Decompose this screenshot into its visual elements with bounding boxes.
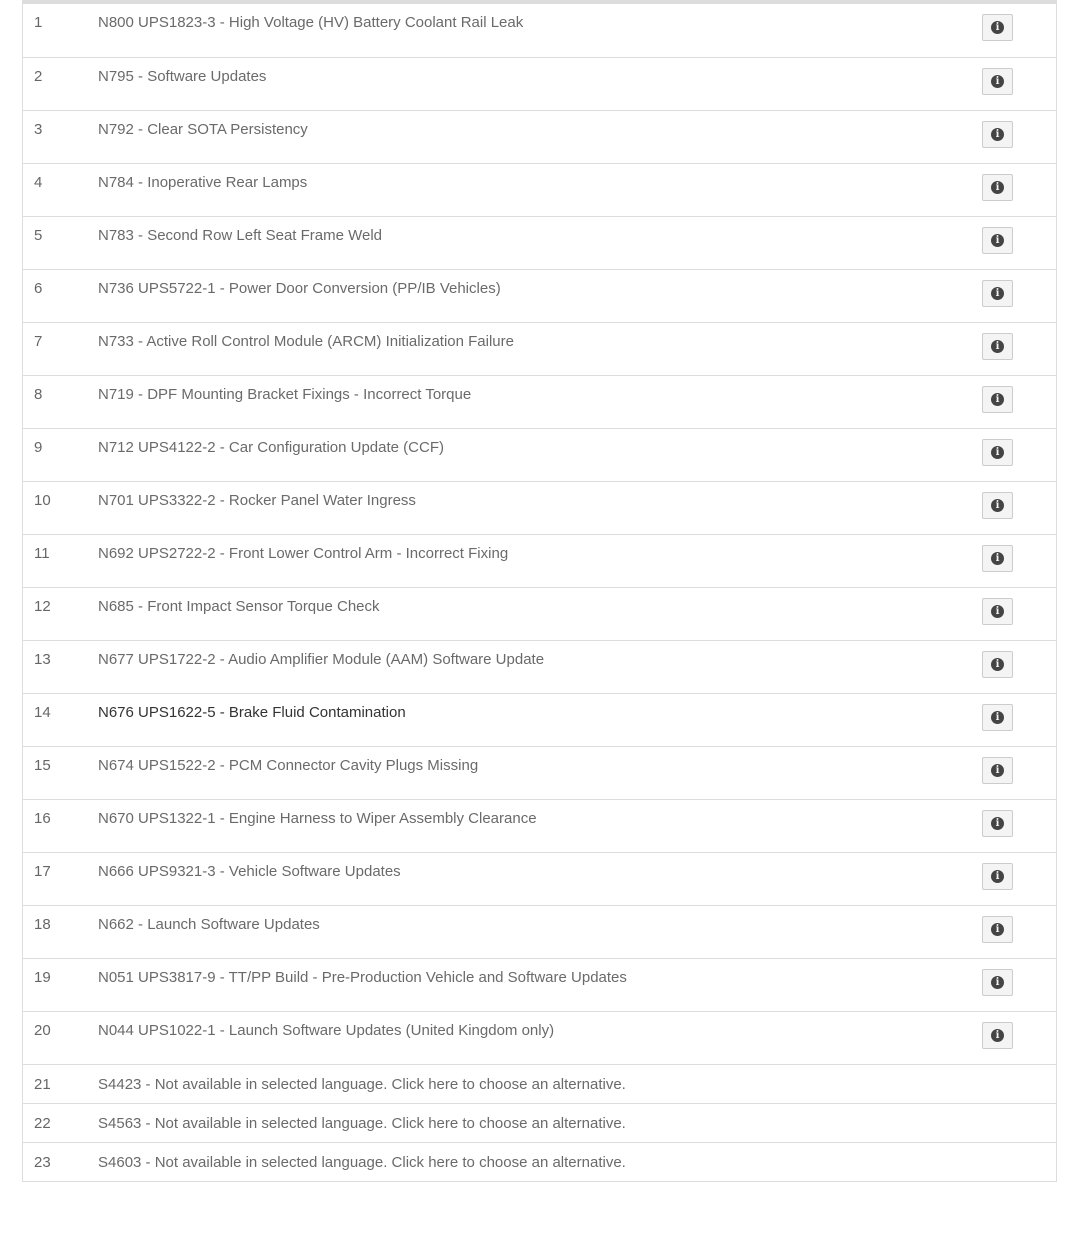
info-button[interactable]	[982, 174, 1013, 201]
info-button[interactable]	[982, 386, 1013, 413]
info-button[interactable]	[982, 121, 1013, 148]
info-icon: i	[991, 234, 1004, 247]
table-row	[23, 110, 1056, 163]
row-title[interactable]: N783 - Second Row Left Seat Frame Weld	[98, 227, 383, 244]
table-row	[23, 216, 1056, 269]
table-row	[23, 163, 1056, 216]
row-number: 1	[34, 14, 43, 31]
row-number: 10	[34, 492, 51, 509]
info-icon: i	[991, 870, 1004, 883]
row-title[interactable]: N674 UPS1522-2 - PCM Connector Cavity Plugs Missing	[98, 757, 479, 774]
row-title[interactable]: S4603 - Not available in selected language. Click here to choose an alternative.	[98, 1154, 626, 1171]
row-title[interactable]: N701 UPS3322-2 - Rocker Panel Water Ingress	[98, 492, 416, 509]
row-title[interactable]: N670 UPS1322-1 - Engine Harness to Wiper Assembly Clearance	[98, 810, 537, 827]
info-button[interactable]	[982, 439, 1013, 466]
row-number: 7	[34, 333, 43, 350]
info-button[interactable]	[982, 68, 1013, 95]
info-button[interactable]	[982, 14, 1013, 41]
row-number: 17	[34, 863, 51, 880]
info-button[interactable]	[982, 757, 1013, 784]
info-icon: i	[991, 499, 1004, 512]
table-row	[23, 958, 1056, 1011]
row-title[interactable]: N666 UPS9321-3 - Vehicle Software Updates	[98, 863, 401, 880]
row-number: 3	[34, 121, 43, 138]
info-icon: i	[991, 923, 1004, 936]
row-title[interactable]: N733 - Active Roll Control Module (ARCM) Initialization Failure	[98, 333, 514, 350]
info-icon: i	[991, 446, 1004, 459]
info-button[interactable]	[982, 916, 1013, 943]
table-row	[23, 322, 1056, 375]
info-icon: i	[991, 552, 1004, 565]
table-row	[23, 534, 1056, 587]
info-button[interactable]	[982, 969, 1013, 996]
row-title[interactable]: N044 UPS1022-1 - Launch Software Updates (United Kingdom only)	[98, 1022, 555, 1039]
info-button[interactable]	[982, 280, 1013, 307]
bulletin-table	[22, 0, 1057, 1182]
row-title[interactable]: N736 UPS5722-1 - Power Door Conversion (PP/IB Vehicles)	[98, 280, 501, 297]
row-title[interactable]: N676 UPS1622-5 - Brake Fluid Contamination	[98, 704, 406, 721]
row-title[interactable]: S4423 - Not available in selected language. Click here to choose an alternative.	[98, 1076, 626, 1093]
row-number: 18	[34, 916, 51, 933]
row-title[interactable]: N784 - Inoperative Rear Lamps	[98, 174, 308, 191]
row-number: 19	[34, 969, 51, 986]
row-number: 12	[34, 598, 51, 615]
table-row	[23, 375, 1056, 428]
info-button[interactable]	[982, 333, 1013, 360]
info-button[interactable]	[982, 545, 1013, 572]
table-row	[23, 640, 1056, 693]
row-title[interactable]: N685 - Front Impact Sensor Torque Check	[98, 598, 380, 615]
info-button[interactable]	[982, 1022, 1013, 1049]
row-title[interactable]: S4563 - Not available in selected language. Click here to choose an alternative.	[98, 1115, 626, 1132]
table-row	[23, 4, 1056, 57]
table-row	[23, 693, 1056, 746]
info-button[interactable]	[982, 598, 1013, 625]
info-icon: i	[991, 181, 1004, 194]
row-number: 5	[34, 227, 43, 244]
info-icon: i	[991, 340, 1004, 353]
info-icon: i	[991, 128, 1004, 141]
table-row-unavailable	[23, 1064, 1056, 1103]
row-number: 15	[34, 757, 51, 774]
row-number: 23	[34, 1154, 51, 1171]
info-button[interactable]	[982, 863, 1013, 890]
info-button[interactable]	[982, 651, 1013, 678]
info-button[interactable]	[982, 492, 1013, 519]
table-row	[23, 57, 1056, 110]
info-icon: i	[991, 976, 1004, 989]
table-row-unavailable	[23, 1142, 1056, 1181]
table-row	[23, 799, 1056, 852]
info-icon: i	[991, 711, 1004, 724]
row-number: 20	[34, 1022, 51, 1039]
info-icon: i	[991, 393, 1004, 406]
row-number: 11	[34, 545, 50, 562]
row-number: 16	[34, 810, 51, 827]
row-number: 6	[34, 280, 43, 297]
row-title[interactable]: N800 UPS1823-3 - High Voltage (HV) Battery Coolant Rail Leak	[98, 14, 524, 31]
table-row	[23, 428, 1056, 481]
info-icon: i	[991, 605, 1004, 618]
row-title[interactable]: N051 UPS3817-9 - TT/PP Build - Pre-Production Vehicle and Software Updates	[98, 969, 627, 986]
row-number: 9	[34, 439, 43, 456]
row-number: 2	[34, 68, 43, 85]
info-button[interactable]	[982, 810, 1013, 837]
info-icon: i	[991, 764, 1004, 777]
row-number: 13	[34, 651, 51, 668]
row-title[interactable]: N677 UPS1722-2 - Audio Amplifier Module (AAM) Software Update	[98, 651, 545, 668]
row-number: 8	[34, 386, 43, 403]
table-row	[23, 269, 1056, 322]
table-row	[23, 905, 1056, 958]
row-title[interactable]: N795 - Software Updates	[98, 68, 267, 85]
row-number: 14	[34, 704, 51, 721]
table-row	[23, 587, 1056, 640]
row-title[interactable]: N719 - DPF Mounting Bracket Fixings - Incorrect Torque	[98, 386, 472, 403]
table-row	[23, 852, 1056, 905]
row-number: 21	[34, 1076, 51, 1093]
table-row-unavailable	[23, 1103, 1056, 1142]
row-title[interactable]: N662 - Launch Software Updates	[98, 916, 320, 933]
row-number: 22	[34, 1115, 51, 1132]
table-row	[23, 481, 1056, 534]
info-icon: i	[991, 287, 1004, 300]
row-number: 4	[34, 174, 43, 191]
info-icon: i	[991, 75, 1004, 88]
info-button[interactable]	[982, 704, 1013, 731]
table-row	[23, 1011, 1056, 1064]
info-icon: i	[991, 1029, 1004, 1042]
info-icon: i	[991, 817, 1004, 830]
info-icon: i	[991, 658, 1004, 671]
row-title[interactable]: N712 UPS4122-2 - Car Configuration Update (CCF)	[98, 439, 444, 456]
row-title[interactable]: N692 UPS2722-2 - Front Lower Control Arm - Incorrect Fixing	[98, 545, 509, 562]
info-icon: i	[991, 21, 1004, 34]
table-row	[23, 746, 1056, 799]
info-button[interactable]	[982, 227, 1013, 254]
row-title[interactable]: N792 - Clear SOTA Persistency	[98, 121, 308, 138]
